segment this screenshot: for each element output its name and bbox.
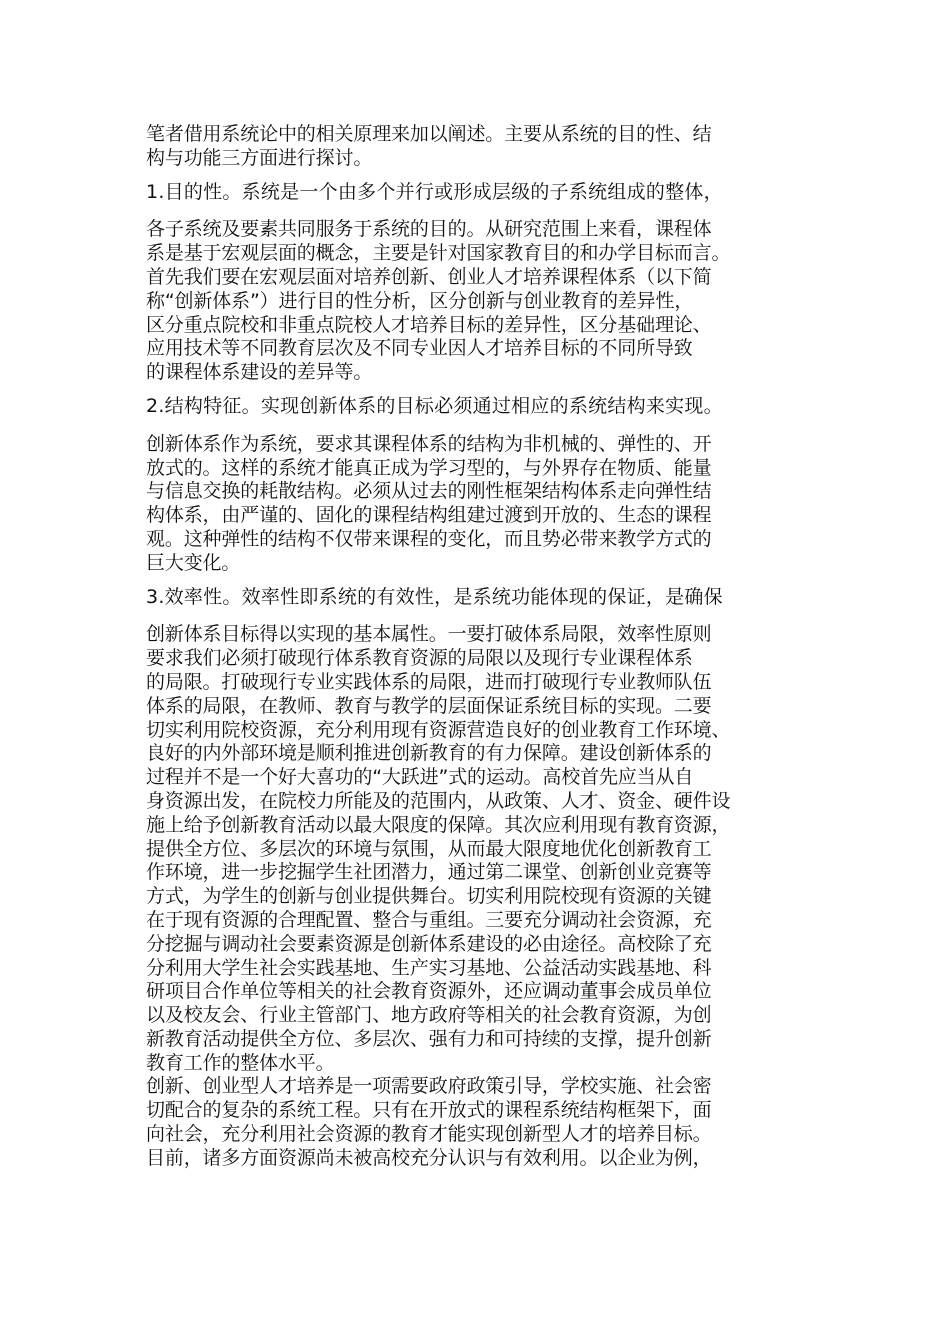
- intro-paragraph: [146, 123, 818, 171]
- text-line: 放式的。这样的系统才能真正成为学习型的，与外界存在物质、能量: [146, 456, 712, 479]
- text-line: 良好的内外部环境是顺利推进创新教育的有力保障。建设创新体系的: [146, 742, 712, 765]
- text-line: 首先我们要在宏观层面对培养创新、创业人才培养课程体系（以下简: [146, 265, 712, 288]
- text-line: 过程并不是一个好大喜功的“大跃进”式的运动。高校首先应当从自: [146, 766, 694, 789]
- text-line: 与信息交换的耗散结构。必须从过去的刚性框架结构体系走向弹性结: [146, 480, 712, 503]
- text-line: 创新体系目标得以实现的基本属性。一要打破体系局限，效率性原则: [146, 623, 712, 646]
- section-2-body: [146, 433, 818, 576]
- section-3-heading: [146, 586, 818, 610]
- text-line: 分利用大学生社会实践基地、生产实习基地、公益活动实践基地、科: [146, 956, 712, 979]
- section-1-body: [146, 218, 818, 385]
- text-line: 切实利用院校资源，充分利用现有资源营造良好的创业教育工作环境、: [146, 718, 731, 741]
- text-line: 系是基于宏观层面的概念，主要是针对国家教育目的和办学目标而言。: [146, 242, 731, 265]
- text-line: 向社会，充分利用社会资源的教育才能实现创新型人才的培养目标。: [146, 1123, 712, 1146]
- text-line: 以及校友会、行业主管部门、地方政府等相关的社会教育资源，为创: [146, 1004, 712, 1027]
- section-3-body: [146, 623, 818, 1170]
- section-2-heading: [146, 395, 818, 419]
- text-line: 的课程体系建设的差异等。: [146, 361, 373, 384]
- document-page: [146, 123, 818, 1171]
- text-line: 构与功能三方面进行探讨。: [146, 146, 373, 169]
- text-line: 在于现有资源的合理配置、整合与重组。三要充分调动社会资源，充: [146, 908, 712, 931]
- text-line: 目前，诸多方面资源尚未被高校充分认识与有效利用。以企业为例，: [146, 1146, 712, 1169]
- text-line: 切配合的复杂的系统工程。只有在开放式的课程系统结构框架下，面: [146, 1099, 712, 1122]
- text-line: 分挖掘与调动社会要素资源是创新体系建设的必由途径。高校除了充: [146, 932, 712, 955]
- text-line: 构体系，由严谨的、固化的课程结构组建过渡到开放的、生态的课程: [146, 504, 712, 527]
- text-line: 创新体系作为系统，要求其课程体系的结构为非机械的、弹性的、开: [146, 432, 712, 455]
- text-line: 提供全方位、多层次的环境与氛围，从而最大限度地优化创新教育工: [146, 837, 712, 860]
- text-line: 作环境，进一步挖掘学生社团潜力，通过第二课堂、创新创业竞赛等: [146, 861, 712, 884]
- text-line: 研项目合作单位等相关的社会教育资源外，还应调动董事会成员单位: [146, 980, 712, 1003]
- text-line: 称“创新体系”）进行目的性分析，区分创新与创业教育的差异性，: [146, 289, 694, 312]
- text-line: 应用技术等不同教育层次及不同专业因人才培养目标的不同所导致: [146, 337, 693, 360]
- text-line: 各子系统及要素共同服务于系统的目的。从研究范围上来看，课程体: [146, 218, 712, 241]
- text-line: 身资源出发，在院校力所能及的范围内，从政策、人才、资金、硬件设: [146, 789, 731, 812]
- heading-line: 2.结构特征。实现创新体系的目标必须通过相应的系统结构来实现。: [146, 394, 723, 417]
- text-line: 新教育活动提供全方位、多层次、强有力和可持续的支撑，提升创新: [146, 1027, 712, 1050]
- text-line: 体系的局限，在教师、教育与教学的层面保证系统目标的实现。二要: [146, 694, 712, 717]
- text-line: 施上给予创新教育活动以最大限度的保障。其次应利用现有教育资源，: [146, 813, 731, 836]
- heading-line: 3.效率性。效率性即系统的有效性，是系统功能体现的保证，是确保: [146, 585, 723, 608]
- section-1-heading: [146, 181, 818, 205]
- text-line: 的局限。打破现行专业实践体系的局限，进而打破现行专业教师队伍: [146, 670, 712, 693]
- text-line: 方式，为学生的创新与创业提供舞台。切实利用院校现有资源的关键: [146, 885, 712, 908]
- text-line: 观。这种弹性的结构不仅带来课程的变化，而且势必带来教学方式的: [146, 527, 712, 550]
- text-line: 笔者借用系统论中的相关原理来加以阐述。主要从系统的目的性、结: [146, 123, 712, 145]
- text-line: 教育工作的整体水平。: [146, 1051, 335, 1074]
- text-line: 巨大变化。: [146, 551, 241, 574]
- text-line: 创新、创业型人才培养是一项需要政府政策引导，学校实施、社会密: [146, 1075, 712, 1098]
- heading-line: 1.目的性。系统是一个由多个并行或形成层级的子系统组成的整体，: [146, 180, 723, 203]
- text-line: 要求我们必须打破现行体系教育资源的局限以及现行专业课程体系: [146, 647, 693, 670]
- text-line: 区分重点院校和非重点院校人才培养目标的差异性，区分基础理论、: [146, 313, 712, 336]
